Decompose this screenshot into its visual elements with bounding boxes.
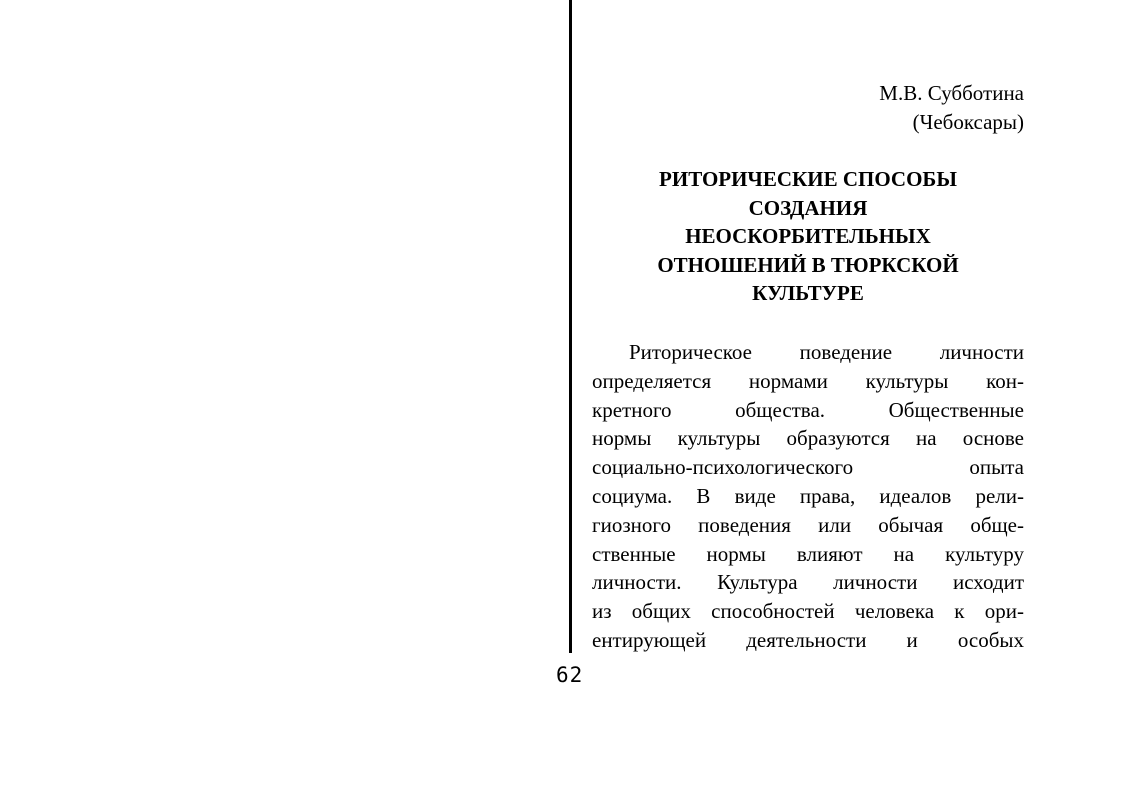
body-line: социума. В виде права, идеалов рели- xyxy=(592,483,1024,508)
title-line: РИТОРИЧЕСКИЕ СПОСОБЫ xyxy=(659,167,957,191)
author-block xyxy=(879,79,1024,137)
body-line: определяется нормами культуры кон- xyxy=(592,368,1024,393)
title-line: КУЛЬТУРЕ xyxy=(752,281,864,305)
article-body xyxy=(592,338,1024,655)
body-line: социально-психологического опыта xyxy=(592,455,1024,480)
author-name: М.В. Субботина xyxy=(879,81,1024,105)
body-line: ственные нормы влияют на культуру xyxy=(592,541,1024,566)
author-city: (Чебоксары) xyxy=(912,110,1024,134)
body-line: личности. Культура личности исходит xyxy=(592,570,1024,595)
title-line: ОТНОШЕНИЙ В ТЮРКСКОЙ xyxy=(657,252,959,277)
body-line: нормы культуры образуются на основе xyxy=(592,426,1024,451)
body-line: Риторическое поведение личности xyxy=(629,340,1024,364)
body-line: из общих способностей человека к ори- xyxy=(592,599,1024,624)
body-line: гиозного поведения или обычая обще- xyxy=(592,512,1024,537)
title-line: НЕОСКОРБИТЕЛЬНЫХ xyxy=(685,224,931,248)
body-line: ентирующей деятельности и особых xyxy=(592,627,1024,652)
body-line: кретного общества. Общественные xyxy=(592,397,1024,422)
title-line: СОЗДАНИЯ xyxy=(748,195,868,220)
article-title xyxy=(592,165,1024,308)
page-gutter-line xyxy=(569,0,572,653)
page-number: 62 xyxy=(556,663,584,687)
